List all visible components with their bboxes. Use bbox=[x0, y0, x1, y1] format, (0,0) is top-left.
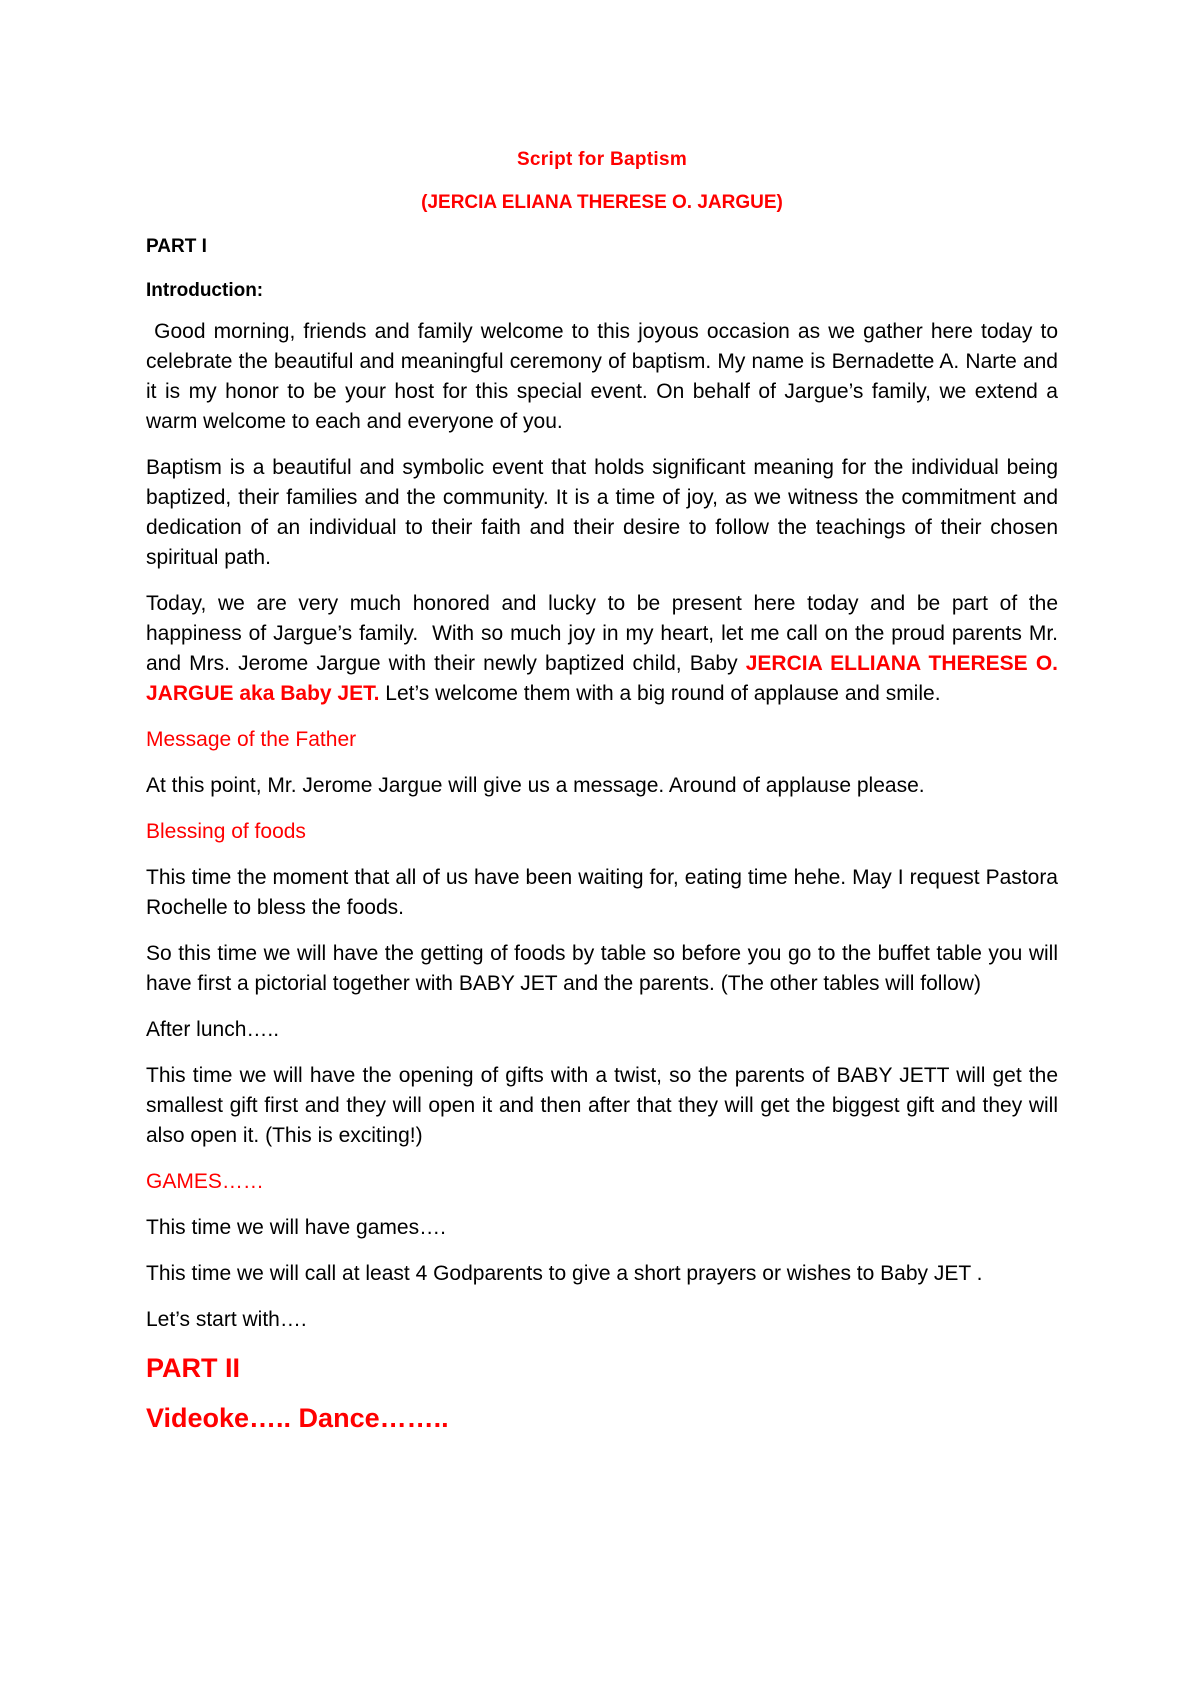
blessing-foods-paragraph-1: This time the moment that all of us have been waiting for, eating time hehe. May I request Pastora Rochelle to bless the foods. bbox=[146, 866, 1058, 919]
start-with-paragraph: Let’s start with…. bbox=[146, 1308, 307, 1331]
blessing-foods-heading: Blessing of foods bbox=[146, 820, 306, 843]
after-lunch-paragraph: After lunch….. bbox=[146, 1018, 280, 1041]
intro-paragraph-3 bbox=[146, 589, 1064, 709]
intro-paragraph-3-start: Today, we are very much honored and lucky to be present here today and be part of the happiness of Jargue’s family. With so much joy in my heart, let me call on the proud parents Mr. and Mrs. Jerome Jargue with their newly baptized child, Baby bbox=[146, 592, 1064, 675]
intro-paragraph-1: Good morning, friends and family welcome to this joyous occasion as we gather here today to celebrate the beautiful and meaningful ceremony of baptism. My name is Bernadette A. Narte and it is my honor to be your host for this special event. On behalf of Jargue’s family, we extend a warm welcome to each and everyone of you. bbox=[146, 320, 1064, 433]
document-subtitle: (JERCIA ELIANA THERESE O. JARGUE) bbox=[421, 192, 783, 213]
message-father-paragraph: At this point, Mr. Jerome Jargue will give us a message. Around of applause please. bbox=[146, 774, 925, 797]
document-title: Script for Baptism bbox=[516, 149, 688, 170]
part-two-heading: PART II bbox=[146, 1353, 240, 1383]
document-page bbox=[146, 130, 1064, 1437]
godparents-paragraph: This time we will call at least 4 Godparents to give a short prayers or wishes to Baby JET . bbox=[146, 1262, 983, 1285]
games-heading: GAMES…… bbox=[146, 1170, 264, 1193]
gifts-paragraph: This time we will have the opening of gifts with a twist, so the parents of BABY JETT will get the smallest gift first and they will open it and then after that they will get the biggest gift and they will also open it. (This is exciting!) bbox=[146, 1064, 1058, 1147]
videoke-dance-heading: Videoke….. Dance…….. bbox=[146, 1403, 449, 1433]
intro-paragraph-2: Baptism is a beautiful and symbolic event that holds significant meaning for the individual being baptized, their families and the community. It is a time of joy, as we witness the commitment and dedication of an individual to their faith and their desire to follow the teachings of their chosen spiritual path. bbox=[146, 456, 1058, 569]
blessing-foods-paragraph-2: So this time we will have the getting of foods by table so before you go to the buffet table you will have first a pictorial together with BABY JET and the parents. (The other tables will follow) bbox=[146, 942, 1058, 995]
part-one-label: PART I bbox=[146, 236, 207, 257]
games-paragraph: This time we will have games…. bbox=[146, 1216, 446, 1239]
baby-name-highlight: JERCIA ELLIANA THERESE O. JARGUE aka Baby JET. bbox=[146, 652, 1059, 705]
intro-paragraph-3-end: Let’s welcome them with a big round of applause and smile. bbox=[379, 682, 941, 705]
introduction-label: Introduction: bbox=[146, 280, 264, 301]
message-father-heading: Message of the Father bbox=[146, 728, 357, 751]
